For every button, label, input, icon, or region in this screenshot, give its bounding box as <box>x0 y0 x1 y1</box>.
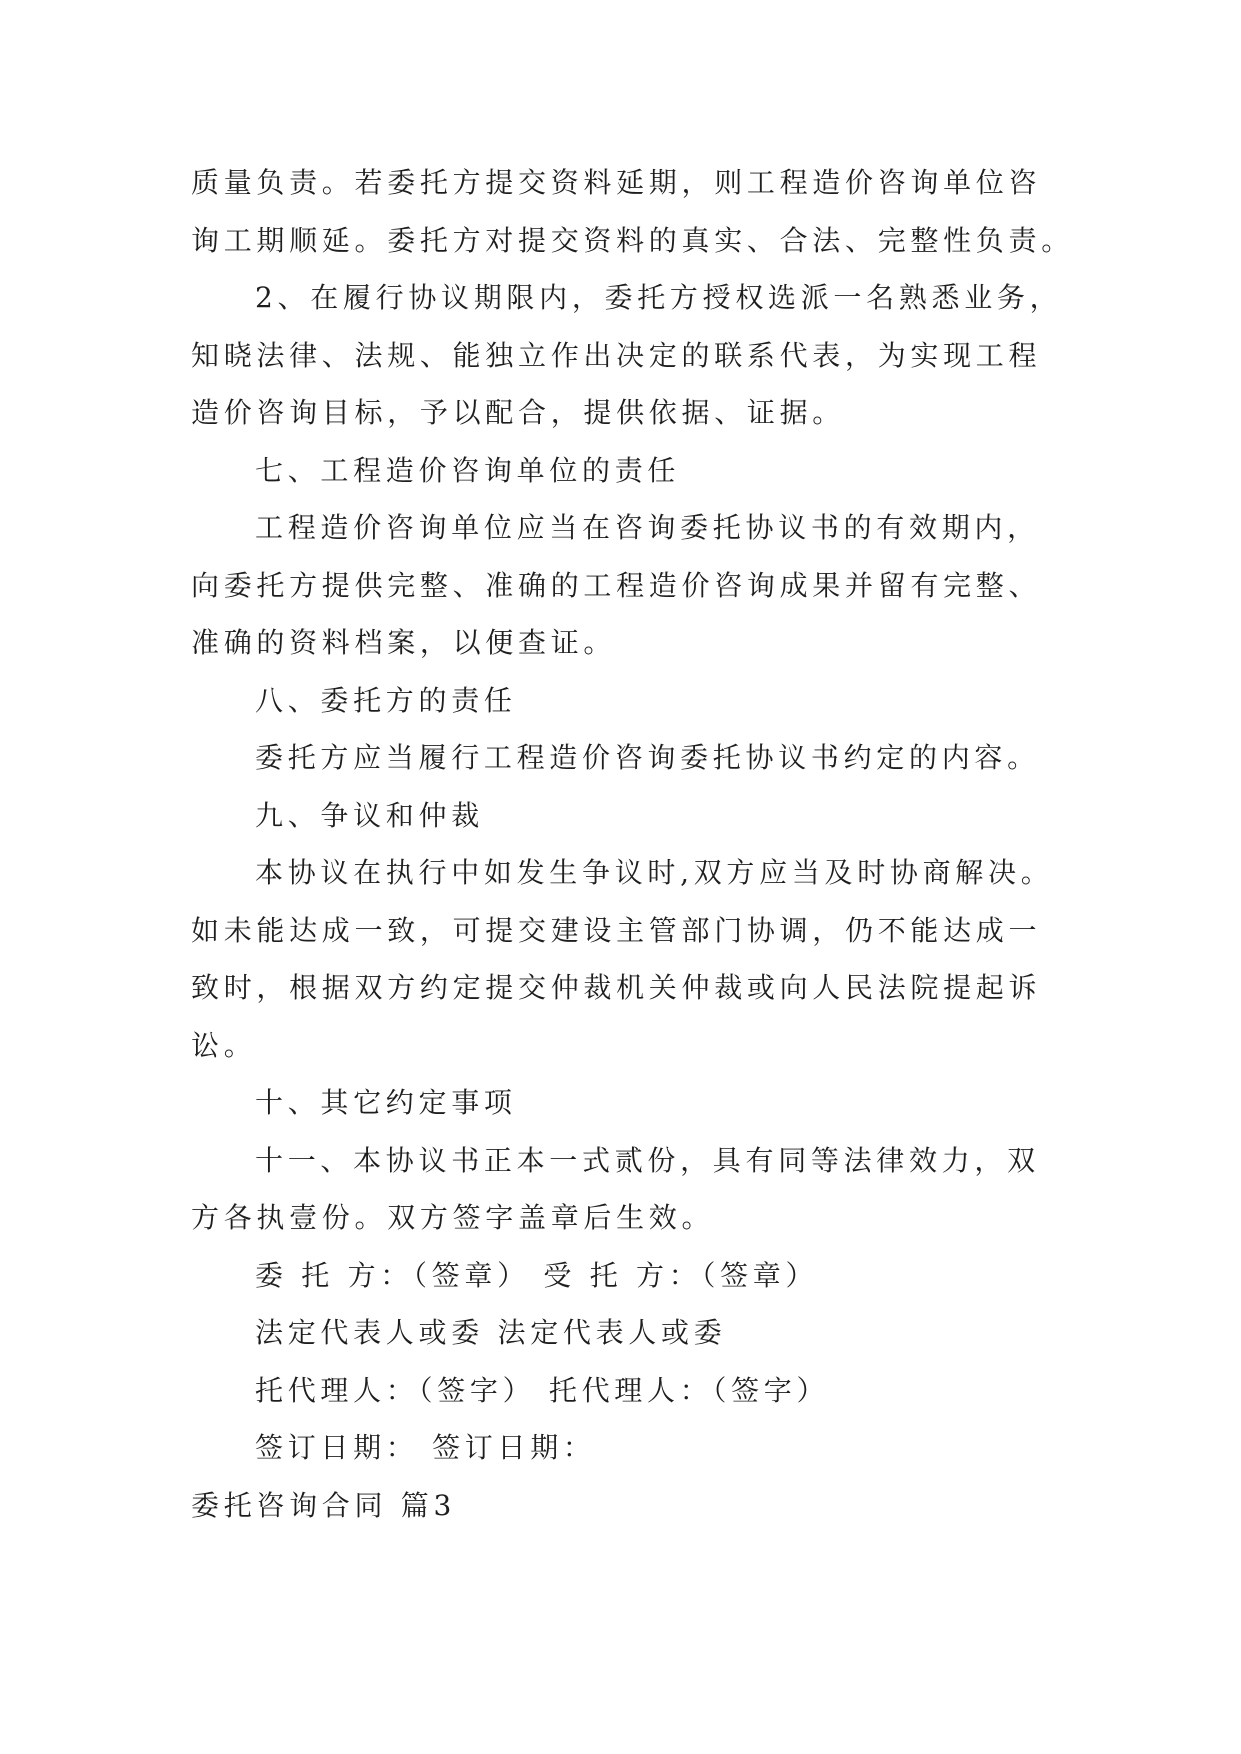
text-line: 询工期顺延。委托方对提交资料的真实、合法、完整性负责。 <box>191 223 1074 257</box>
section-heading: 九、争议和仲裁 <box>255 798 484 832</box>
text-line: 致时，根据双方约定提交仲裁机关仲裁或向人民法院提起诉 <box>191 971 1042 1004</box>
text-line: 质量负责。若委托方提交资料延期，则工程造价咨询单位咨 <box>191 166 1042 199</box>
document-body <box>191 154 1091 1534</box>
text-line: 十一、本协议书正本一式贰份，具有同等法律效力，双 <box>255 1143 1040 1177</box>
text-line: 工程造价咨询单位应当在咨询委托协议书的有效期内， <box>255 511 1040 544</box>
text-line: 造价咨询目标，予以配合，提供依据、证据。 <box>191 396 846 429</box>
text-line: 2、在履行协议期限内，委托方授权选派一名熟悉业务， <box>255 281 1063 314</box>
contract-title: 委托咨询合同 篇3 <box>191 1488 457 1522</box>
signature-line: 委 托 方：（签章） 受 托 方：（签章） <box>255 1258 819 1292</box>
text-line: 向委托方提供完整、准确的工程造价咨询成果并留有完整、 <box>191 568 1042 602</box>
signature-line: 托代理人：（签字） 托代理人：（签字） <box>255 1373 830 1407</box>
section-heading: 七、工程造价咨询单位的责任 <box>255 453 681 487</box>
signature-line: 法定代表人或委 法定代表人或委 <box>255 1316 727 1349</box>
section-heading: 十、其它约定事项 <box>255 1086 517 1119</box>
text-line: 知晓法律、法规、能独立作出决定的联系代表，为实现工程 <box>191 338 1042 372</box>
text-line: 讼。 <box>191 1028 257 1062</box>
text-line: 方各执壹份。双方签字盖章后生效。 <box>191 1201 715 1234</box>
text-line: 如未能达成一致，可提交建设主管部门协调，仍不能达成一 <box>191 913 1042 947</box>
text-line: 本协议在执行中如发生争议时,双方应当及时协商解决。 <box>255 856 1054 889</box>
signing-date-line: 签订日期： 签订日期： <box>255 1431 596 1464</box>
text-line: 准确的资料档案，以便查证。 <box>191 626 617 659</box>
section-heading: 八、委托方的责任 <box>255 683 517 717</box>
text-line: 委托方应当履行工程造价咨询委托协议书约定的内容。 <box>255 741 1040 774</box>
